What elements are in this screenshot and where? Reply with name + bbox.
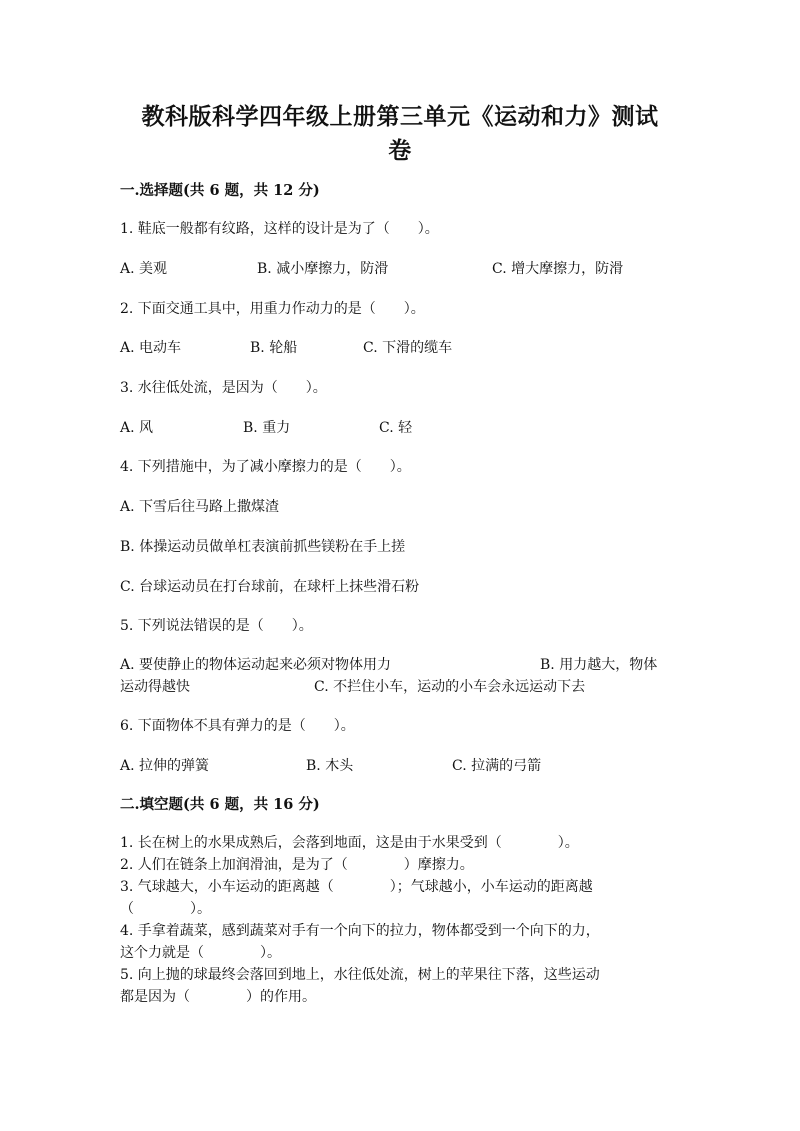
section-heading-choice: 一.选择题(共 6 题，共 12 分)	[120, 182, 320, 199]
page-title-continued: 卷	[388, 137, 412, 164]
page-title: 教科版科学四年级上册第三单元《运动和力》测试	[141, 103, 659, 130]
question-5-option-c: C. 不拦住小车，运动的小车会永远运动下去	[314, 679, 586, 695]
question-6-option-b: B. 木头	[306, 758, 354, 774]
fill-blank-line: 1. 长在树上的水果成熟后，会落到地面，这是由于水果受到（ ）。	[120, 835, 579, 851]
question-6-stem: 6. 下面物体不具有弹力的是（ ）。	[120, 718, 355, 734]
question-3-option-c: C. 轻	[379, 420, 413, 436]
section-heading-fill-blank: 二.填空题(共 6 题，共 16 分)	[120, 796, 320, 813]
question-5-option-b: B. 用力越大，物体	[540, 657, 658, 673]
question-2-option-a: A. 电动车	[120, 340, 182, 356]
question-2-option-b: B. 轮船	[250, 340, 298, 356]
fill-blank-line: 3. 气球越大，小车运动的距离越（ ）；气球越小，小车运动的距离越	[120, 879, 593, 895]
question-1-stem: 1. 鞋底一般都有纹路，这样的设计是为了（ ）。	[120, 221, 439, 237]
question-4-stem: 4. 下列措施中，为了减小摩擦力的是（ ）。	[120, 459, 411, 475]
question-5-stem: 5. 下列说法错误的是（ ）。	[120, 618, 313, 634]
question-1-option-b: B. 减小摩擦力，防滑	[257, 261, 389, 277]
question-3-option-a: A. 风	[120, 420, 154, 436]
question-2-option-c: C. 下滑的缆车	[363, 340, 453, 356]
question-1-option-a: A. 美观	[120, 261, 168, 277]
question-5-option-b-continued: 运动得越快	[120, 679, 190, 695]
fill-blank-line: 4. 手拿着蔬菜，感到蔬菜对手有一个向下的拉力，物体都受到一个向下的力，	[120, 923, 600, 939]
fill-blank-line: 这个力就是（ ）。	[120, 945, 281, 961]
question-6-option-c: C. 拉满的弓箭	[452, 758, 542, 774]
fill-blank-line: 5. 向上抛的球最终会落回到地上，水往低处流，树上的苹果往下落，这些运动	[120, 967, 600, 983]
question-3-stem: 3. 水往低处流，是因为（ ）。	[120, 380, 327, 396]
question-1-option-c: C. 增大摩擦力，防滑	[492, 261, 624, 277]
question-6-option-a: A. 拉伸的弹簧	[120, 758, 210, 774]
question-3-option-b: B. 重力	[243, 420, 291, 436]
question-5-option-a: A. 要使静止的物体运动起来必须对物体用力	[120, 657, 392, 673]
question-4-option-a: A. 下雪后往马路上撒煤渣	[120, 499, 280, 515]
question-2-stem: 2. 下面交通工具中，用重力作动力的是（ ）。	[120, 301, 425, 317]
question-4-option-c: C. 台球运动员在打台球前，在球杆上抹些滑石粉	[120, 579, 420, 595]
question-4-option-b: B. 体操运动员做单杠表演前抓些镁粉在手上搓	[120, 539, 406, 555]
fill-blank-line: （ ）。	[120, 901, 211, 917]
fill-blank-line: 2. 人们在链条上加润滑油，是为了（ ）摩擦力。	[120, 857, 474, 873]
fill-blank-line: 都是因为（ ）的作用。	[120, 989, 316, 1005]
